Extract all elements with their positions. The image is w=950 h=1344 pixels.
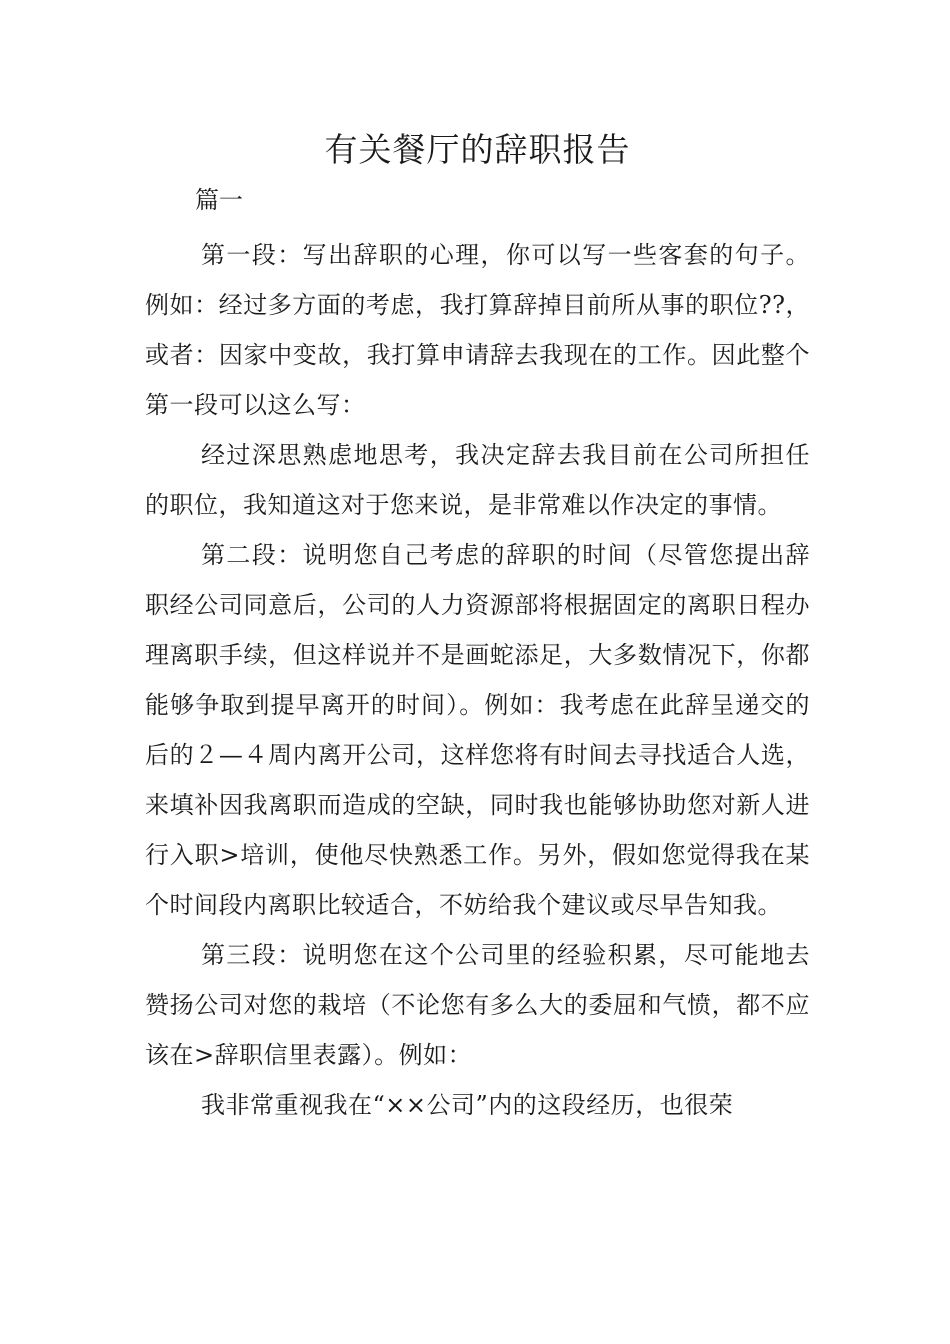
paragraph-5: 我非常重视我在“××公司”内的这段经历，也很荣 [201,1091,734,1119]
paragraph-3: 第二段：说明您自己考虑的辞职的时间（尽管您提出辞职经公司同意后，公司的人力资源部将根据固定的离职日程办理离职手续，但这样说并不是画蛇添足，大多数情况下，你都能够争取到提早离开的时间）。例如：我考虑在此辞呈递交的后的２—４周内离开公司，这样您将有时间去寻找适合人选，来填补因我离职而造成的空缺，同时我也能够协助您对新人进行入职>培训，使他尽快熟悉工作。另外，假如您觉得我在某个时间段内离职比较适合，不妨给我个建议或尽早告知我。 [145,541,810,919]
paragraph-1: 第一段：写出辞职的心理，你可以写一些客套的句子。例如：经过多方面的考虑，我打算辞掉目前所从事的职位??，或者：因家中变故，我打算申请辞去我现在的工作。因此整个第一段可以这么写： [145,241,810,419]
paragraph-2: 经过深思熟虑地思考，我决定辞去我目前在公司所担任的职位，我知道这对于您来说，是非常难以作决定的事情。 [145,441,810,519]
paragraph-4: 第三段：说明您在这个公司里的经验积累，尽可能地去赞扬公司对您的栽培（不论您有多么大的委屈和气愤，都不应该在>辞职信里表露）。例如： [145,941,810,1069]
section-label: 篇一 [195,186,243,214]
document-title: 有关餐厅的辞职报告 [324,130,631,169]
